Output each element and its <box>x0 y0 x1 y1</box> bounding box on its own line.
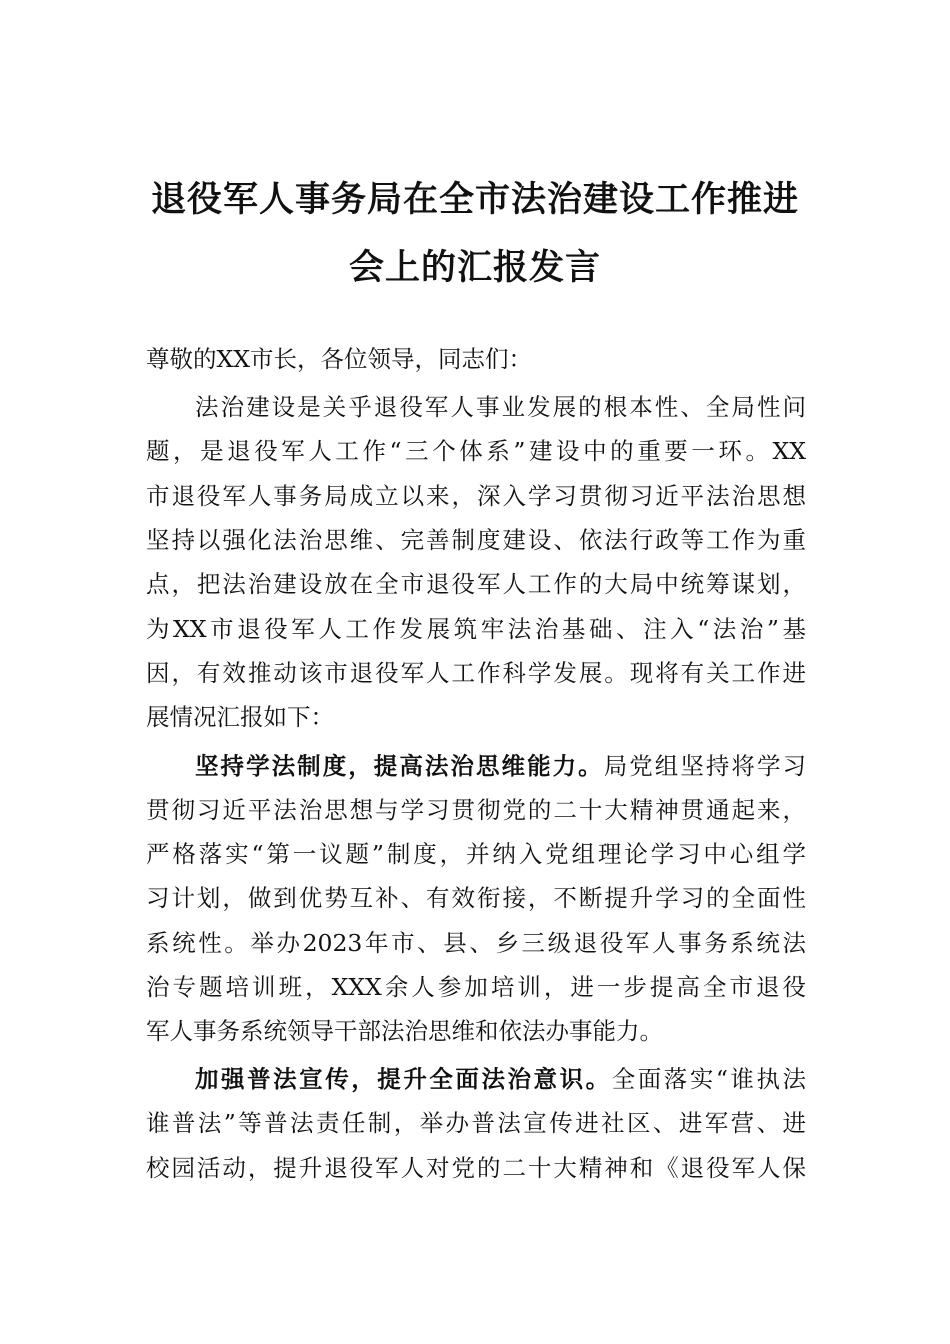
paragraph-1-line-2: 题，是退役军人工作“三个体系”建设中的重要一环。XX <box>146 437 806 465</box>
paragraph-1-line-1: 法治建设是关乎退役军人事业发展的根本性、全局性问 <box>195 393 806 421</box>
paragraph-1-line-5: 点，把法治建设放在全市退役军人工作的大局中统筹谋划， <box>146 570 806 598</box>
paragraph-2-line-1 <box>195 751 806 781</box>
paragraph-2-line-5: 系统性。举办2023年市、县、乡三级退役军人事务系统法 <box>146 929 806 957</box>
paragraph-1-line-6: 为XX市退役军人工作发展筑牢法治基础、注入“法治”基 <box>146 615 806 643</box>
paragraph-2-line-7: 军人事务系统领导干部法治思维和依法办事能力。 <box>146 1017 663 1045</box>
paragraph-2-line-3: 严格落实“第一议题”制度，并纳入党组理论学习中心组学 <box>146 840 806 868</box>
paragraph-2-line-1-text: 局党组坚持将学习 <box>603 752 807 780</box>
paragraph-1-line-8: 展情况汇报如下： <box>146 703 334 731</box>
paragraph-3-line-3: 校园活动，提升退役军人对党的二十大精神和《退役军人保 <box>146 1154 806 1182</box>
paragraph-2-line-6: 治专题培训班，XXX余人参加培训，进一步提高全市退役 <box>146 973 806 1001</box>
document-title-line-1: 退役军人事务局在全市法治建设工作推进 <box>150 179 799 220</box>
paragraph-1-line-4: 坚持以强化法治思维、完善制度建设、依法行政等工作为重 <box>146 526 806 554</box>
paragraph-3-line-1 <box>195 1064 806 1094</box>
paragraph-2-heading: 坚持学法制度，提高法治思维能力。 <box>195 752 604 780</box>
paragraph-2-line-2: 贯彻习近平法治思想与学习贯彻党的二十大精神贯通起来， <box>146 796 806 824</box>
paragraph-3-line-2: 谁普法”等普法责任制，举办普法宣传进社区、进军营、进 <box>146 1109 806 1137</box>
salutation: 尊敬的XX市长，各位领导，同志们： <box>146 345 532 373</box>
paragraph-3-heading: 加强普法宣传，提升全面法治意识。 <box>195 1065 612 1093</box>
paragraph-2-line-4: 习计划，做到优势互补、有效衔接，不断提升学习的全面性 <box>146 884 806 912</box>
document-title-line-2: 会上的汇报发言 <box>348 247 601 288</box>
paragraph-3-line-1-text: 全面落实“谁执法 <box>611 1065 807 1093</box>
paragraph-1-line-3: 市退役军人事务局成立以来，深入学习贯彻习近平法治思想 <box>146 482 806 510</box>
paragraph-1-line-7: 因，有效推动该市退役军人工作科学发展。现将有关工作进 <box>146 659 806 687</box>
